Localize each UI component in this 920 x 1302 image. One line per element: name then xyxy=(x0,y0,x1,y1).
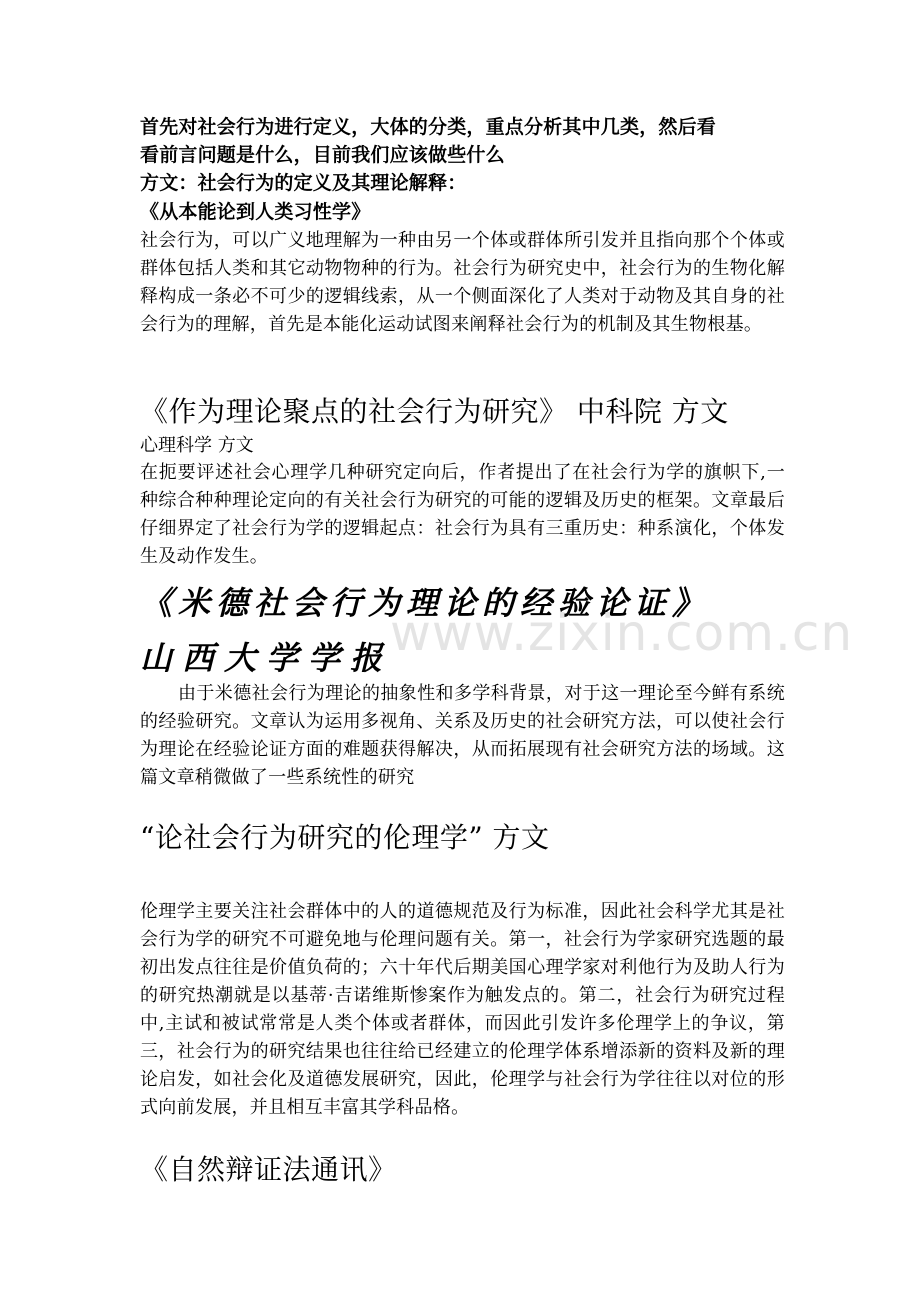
section-3-title: 《米德社会行为理论的经验论证》 xyxy=(140,584,711,622)
section-4-title: “论社会行为研究的伦理学” 方文 xyxy=(140,821,550,854)
section-2-source: 心理科学 方文 xyxy=(140,435,254,456)
section-3-body: 由于米德社会行为理论的抽象性和多学科背景，对于这一理论至今鲜有系统的经验研究。文章认为运用多视角、关系及历史的社会研究方法，可以使社会行为理论在经验论证方面的难题获得解决，从而拓展现有社会研究方法的场域。这篇文章稍微做了一些系统性的研究 xyxy=(140,683,785,788)
intro-paragraph xyxy=(140,113,785,169)
section-1-book-title: 《从本能论到人类习性学》 xyxy=(140,201,371,223)
intro-line-1: 首先对社会行为进行定义，大体的分类，重点分析其中几类，然后看 xyxy=(140,116,717,138)
section-2-body: 在扼要评述社会心理学几种研究定向后，作者提出了在社会行为学的旗帜下,一种综合种种理论定向的有关社会行为研究的可能的逻辑及历史的框架。文章最后仔细界定了社会行为学的逻辑起点：社会行为具有三重历史：种系演化，个体发生及动作发生。 xyxy=(140,462,785,567)
section-3-source: 山西大学学报 xyxy=(140,639,393,677)
section-1-label: 方文：社会行为的定义及其理论解释： xyxy=(140,172,467,194)
section-4-journal: 《自然辩证法通讯》 xyxy=(140,1153,397,1186)
watermark-text: www.zixin.com.cn xyxy=(390,604,854,662)
section-2-title: 《作为理论聚点的社会行为研究》 中科院 方文 xyxy=(140,395,729,428)
intro-line-2: 看前言问题是什么，目前我们应该做些什么 xyxy=(140,144,505,166)
section-4-body: 伦理学主要关注社会群体中的人的道德规范及行为标准，因此社会科学尤其是社会行为学的研究不可避免地与伦理问题有关。第一，社会行为学家研究选题的最初出发点往往是价值负荷的；六十年代后期美国心理学家对利他行为及助人行为的研究热潮就是以基蒂·吉诺维斯惨案作为触发点的。第二，社会行为研究过程中,主试和被试常常是人类个体或者群体，而因此引发许多伦理学上的争议，第三，社会行为的研究结果也往往给已经建立的伦理学体系增添新的资料及新的理论启发，如社会化及道德发展研究，因此，伦理学与社会行为学往往以对位的形式向前发展，并且相互丰富其学科品格。 xyxy=(140,901,785,1118)
section-1-body: 社会行为，可以广义地理解为一种由另一个体或群体所引发并且指向那个个体或群体包括人类和其它动物物种的行为。社会行为研究史中，社会行为的生物化解释构成一条必不可少的逻辑线索，从一个侧面深化了人类对于动物及其自身的社会行为的理解，首先是本能化运动试图来阐释社会行为的机制及其生物根基。 xyxy=(140,230,785,335)
